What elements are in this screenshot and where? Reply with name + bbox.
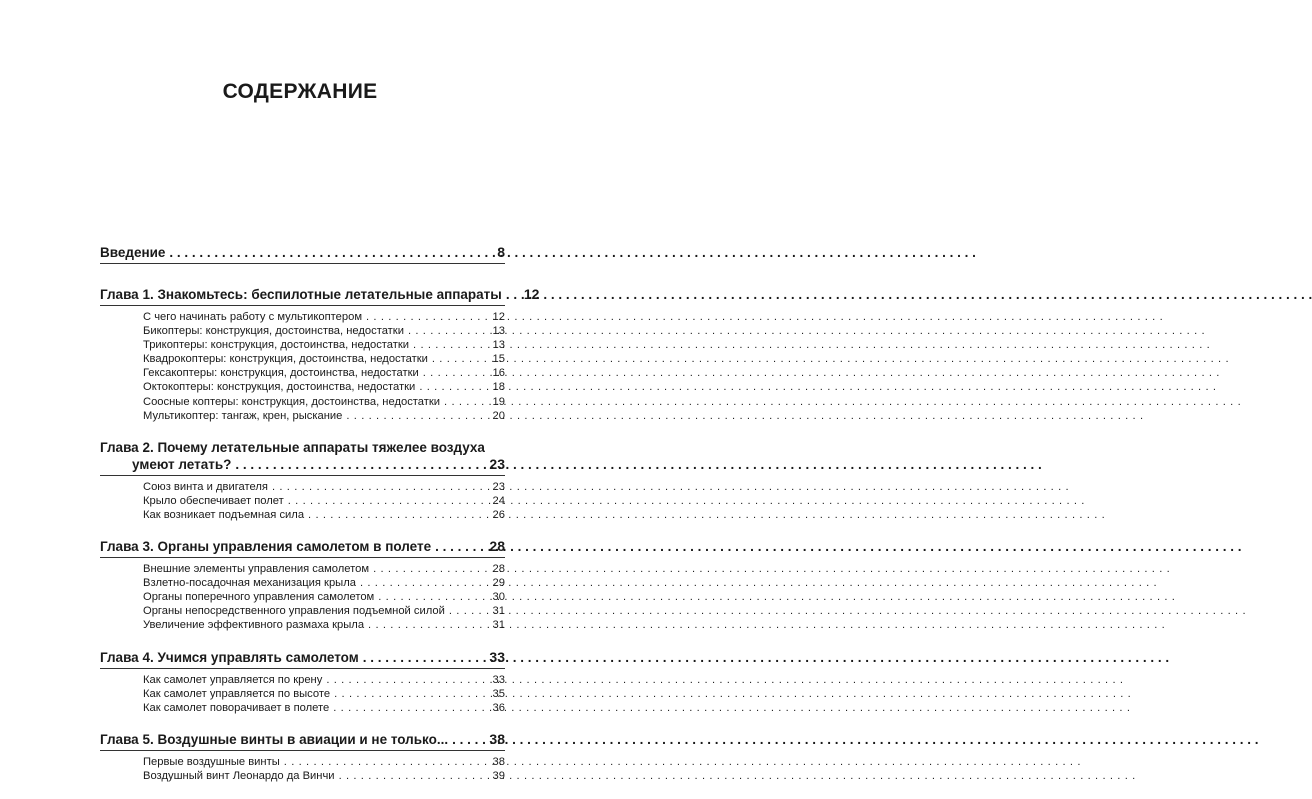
section-entry[interactable] [143,494,505,508]
section-page: 31 [492,605,505,618]
dot-leader [413,338,485,352]
dot-leader [169,244,485,261]
dot-leader [378,590,485,604]
section-label: С чего начинать работу с мультикоптером [143,311,363,323]
section-entry[interactable] [143,701,505,715]
section-label: Взлетно-посадочная механизация крыла [143,577,356,590]
dot-leader [235,456,483,473]
section-entry[interactable] [143,508,505,522]
section-label: Увеличение эффективного размаха крыла [143,619,365,632]
toc-chapter-1 [100,286,540,423]
section-page: 13 [492,325,505,338]
section-page: 38 [492,755,505,768]
section-label: Союз винта и двигателя [143,480,268,493]
section-label: Как самолет управляется по крену [143,673,323,686]
section-entry[interactable] [143,352,505,366]
section-label: Крыло обеспечивает полет [143,494,284,507]
chapter-1-sections [100,310,505,423]
section-label: Органы непосредственного управления подъемной силой [143,605,445,618]
dot-leader [432,352,485,366]
section-page: 35 [492,687,505,700]
dot-leader [444,395,485,409]
chapter-3-entry[interactable] [100,538,505,558]
section-entry[interactable] [143,480,505,494]
section-label: Соосные коптеры: конструкция, достоинства, недостатки [143,395,441,408]
section-page: 26 [492,508,505,521]
chapter-1-label: Глава 1. Знакомьтесь: беспилотные летательные аппараты [100,287,502,302]
table-of-contents [100,244,540,799]
dot-leader [423,366,485,380]
chapter-3-sections [100,562,505,632]
dot-leader [360,576,485,590]
section-page: 29 [492,577,505,590]
chapter-2-sections [100,480,505,522]
section-entry[interactable] [143,409,505,423]
toc-chapter-2 [100,439,505,522]
section-label: Органы поперечного управления самолетом [143,591,375,604]
toc-chapter-3 [100,538,505,632]
section-label: Квадрокоптеры: конструкция, достоинства, недостатки [143,353,428,366]
section-label: Бикоптеры: конструкция, достоинства, недостатки [143,325,404,338]
section-entry[interactable] [143,380,505,394]
chapter-3-label: Глава 3. Органы управления самолетом в полете [100,539,432,555]
chapter-4-page: 33 [489,648,505,665]
section-page: 28 [492,563,505,576]
chapter-1-entry[interactable] [100,286,540,306]
dot-leader [339,769,485,783]
dot-leader [333,701,485,715]
section-page: 33 [492,673,505,686]
chapter-2-label-line2: умеют летать? [132,456,232,472]
section-page: 12 [492,311,505,323]
section-label: Первые воздушные винты [143,755,280,768]
section-page: 31 [492,619,505,632]
dot-leader [326,673,485,687]
section-page: 18 [492,381,505,394]
section-entry[interactable] [143,769,505,783]
dot-leader [452,731,483,748]
chapter-5-page: 38 [489,730,505,747]
dot-leader [272,480,485,494]
page-title: СОДЕРЖАНИЕ [222,80,378,103]
section-entry[interactable] [143,366,505,380]
section-entry[interactable] [143,755,505,769]
section-label: Воздушный винт Леонардо да Винчи [143,769,335,782]
section-page: 23 [492,480,505,493]
intro-entry[interactable] [100,244,505,264]
dot-leader [284,755,485,769]
section-entry[interactable] [143,310,505,324]
dot-leader [288,494,485,508]
dot-leader [408,324,485,338]
section-page: 19 [492,395,505,408]
section-label: Как возникает подъемная сила [143,508,305,521]
section-entry[interactable] [143,338,505,352]
section-label: Внешние элементы управления самолетом [143,563,370,576]
section-entry[interactable] [143,590,505,604]
chapter-5-sections [100,755,505,783]
dot-leader [368,618,485,632]
chapter-5-entry[interactable] [100,731,505,751]
dot-leader [363,649,484,666]
toc-chapter-4 [100,649,505,715]
chapter-2-entry[interactable] [100,439,505,476]
section-page: 39 [492,769,505,782]
intro-label: Введение [100,245,166,260]
section-entry[interactable] [143,604,505,618]
section-entry[interactable] [143,395,505,409]
toc-intro [100,244,505,264]
section-page: 20 [492,409,505,422]
dot-leader [334,687,485,701]
toc-chapter-5 [100,731,505,783]
section-page: 30 [492,591,505,604]
section-page: 16 [492,367,505,380]
dot-leader [308,508,485,522]
chapter-3-page: 28 [489,538,505,555]
section-entry[interactable] [143,562,505,576]
chapter-5-label: Глава 5. Воздушные винты в авиации и не только... [100,731,449,747]
section-label: Как самолет поворачивает в полете [143,701,330,714]
section-entry[interactable] [143,673,505,687]
chapter-4-entry[interactable] [100,649,505,669]
chapter-4-sections [100,673,505,715]
section-entry[interactable] [143,618,505,632]
chapter-2-page: 23 [489,455,505,472]
dot-leader [419,380,485,394]
section-label: Мультикоптер: тангаж, крен, рыскание [143,409,343,422]
section-page: 13 [492,339,505,352]
dot-leader [366,310,485,324]
section-entry[interactable] [143,576,505,590]
section-page: 36 [492,701,505,714]
chapter-4-label: Глава 4. Учимся управлять самолетом [100,649,359,665]
dot-leader [435,538,483,555]
intro-page: 8 [497,244,505,260]
section-label: Трикоптеры: конструкция, достоинства, недостатки [143,339,410,352]
section-entry[interactable] [143,324,505,338]
section-page: 15 [492,353,505,366]
section-label: Октокоптеры: конструкция, достоинства, недостатки [143,381,416,394]
dot-leader [506,286,518,303]
dot-leader [449,604,485,618]
section-page: 24 [492,494,505,507]
section-label: Гексакоптеры: конструкция, достоинства, недостатки [143,367,419,380]
section-label: Как самолет управляется по высоте [143,687,331,700]
chapter-1-page: 12 [523,286,540,302]
dot-leader [346,409,485,423]
section-entry[interactable] [143,687,505,701]
chapter-2-label-line1: Глава 2. Почему летательные аппараты тяжелее воздуха [100,439,485,455]
dot-leader [373,562,485,576]
